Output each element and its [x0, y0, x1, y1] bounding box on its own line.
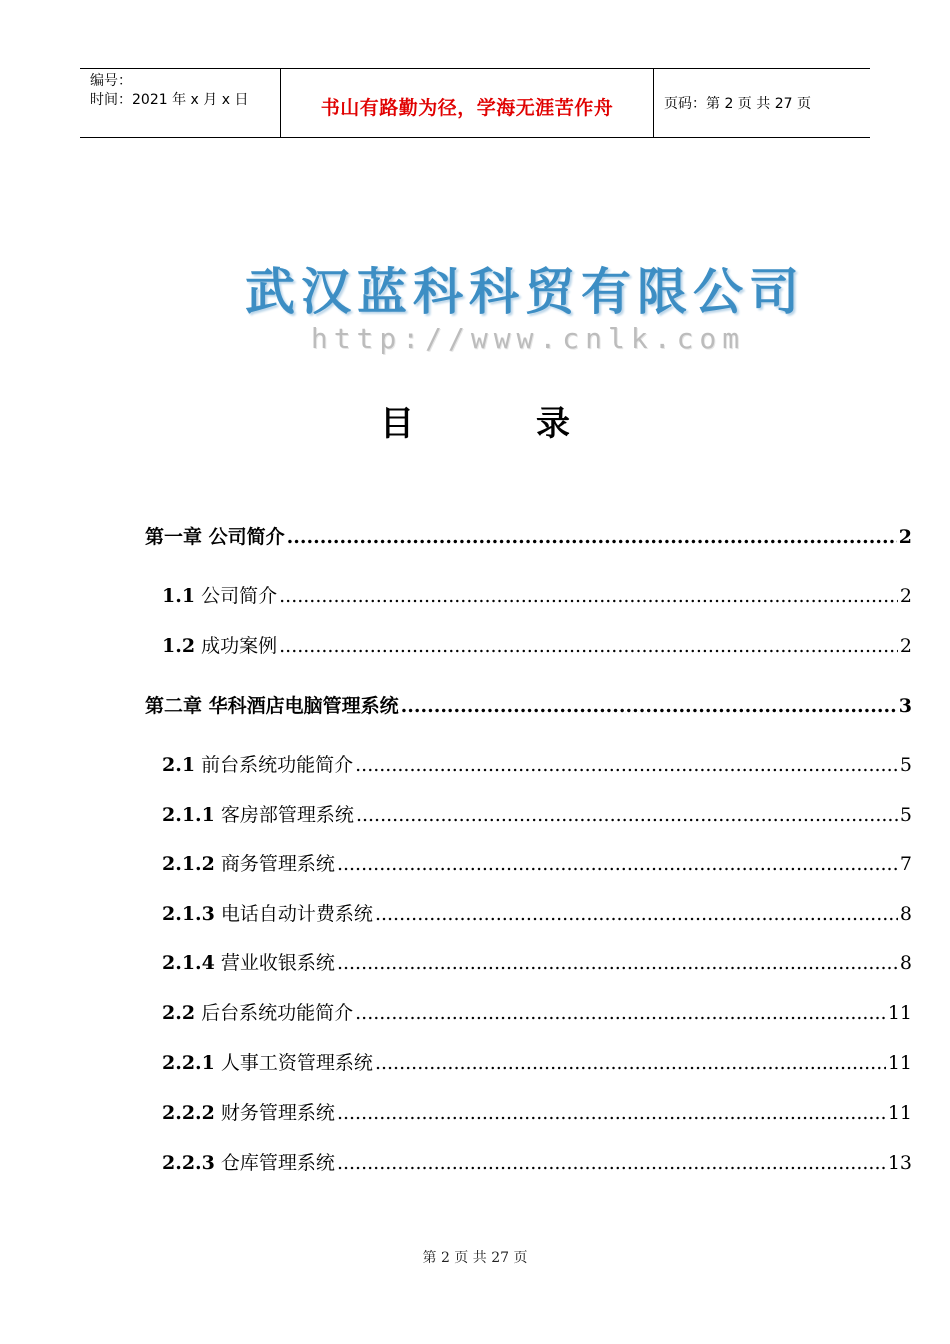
toc-section-entry[interactable] — [162, 1001, 912, 1025]
toc-leader-dots — [337, 951, 898, 975]
toc-page-number: 11 — [887, 1102, 912, 1124]
toc-entry-title: 前台系统功能简介 — [195, 754, 354, 776]
toc-section-entry[interactable] — [162, 852, 912, 876]
toc-entry-number: 2.2 — [162, 1002, 196, 1024]
company-url-watermark: http://www.cnlk.com — [310, 322, 746, 355]
toc-section-entry[interactable] — [162, 634, 912, 658]
toc-page-number: 2 — [898, 526, 912, 548]
toc-page-number: 8 — [899, 952, 912, 974]
toc-entry-label — [162, 634, 277, 658]
toc-entry-number: 2.1 — [162, 754, 196, 776]
toc-entry-number: 2.1.1 — [162, 804, 215, 826]
toc-entry-label — [162, 1051, 373, 1075]
toc-entry-number: 1.1 — [162, 585, 196, 607]
toc-page-number: 5 — [899, 754, 912, 776]
toc-section-entry[interactable] — [162, 803, 912, 827]
toc-entry-label — [162, 803, 354, 827]
toc-page-number: 2 — [899, 585, 912, 607]
toc-chapter-entry[interactable] — [145, 694, 912, 718]
serial-label: 编号： — [90, 73, 132, 89]
toc-section-entry[interactable] — [162, 902, 912, 926]
toc-entry-label — [162, 1001, 353, 1025]
toc-entry-number: 2.1.4 — [162, 952, 215, 974]
toc-leader-dots — [337, 852, 898, 876]
toc-entry-title: 后台系统功能简介 — [195, 1002, 354, 1024]
toc-entry-title: 公司简介 — [195, 585, 278, 607]
toc-page-number: 3 — [898, 695, 912, 717]
toc-page-number: 7 — [899, 853, 912, 875]
toc-leader-dots — [279, 584, 898, 608]
toc-entry-number: 1.2 — [162, 635, 196, 657]
toc-entry-title: 仓库管理系统 — [214, 1152, 335, 1174]
toc-page-number: 11 — [887, 1052, 912, 1074]
toc-entry-title: 商务管理系统 — [214, 853, 335, 875]
toc-entry-label — [162, 902, 373, 926]
toc-leader-dots — [287, 525, 897, 549]
toc-section-entry[interactable] — [162, 951, 912, 975]
toc-entry-number: 2.2.1 — [162, 1052, 215, 1074]
toc-chapter-entry[interactable] — [145, 525, 912, 549]
toc-section-entry[interactable] — [162, 584, 912, 608]
toc-entry-number: 2.1.3 — [162, 903, 215, 925]
toc-leader-dots — [337, 1151, 886, 1175]
toc-entry-title: 成功案例 — [195, 635, 278, 657]
company-watermark: 武汉蓝科科贸有限公司 — [245, 263, 805, 321]
toc-entry-label — [162, 951, 335, 975]
toc-entry-label — [162, 852, 335, 876]
toc-entry-label — [162, 584, 277, 608]
toc-section-entry[interactable] — [162, 1101, 912, 1125]
page-header — [80, 68, 870, 138]
toc-entry-title: 第一章 公司简介 — [145, 526, 285, 548]
toc-page-number: 11 — [887, 1002, 912, 1024]
header-motto-cell — [281, 69, 654, 137]
toc-entry-title: 营业收银系统 — [214, 952, 335, 974]
toc-leader-dots — [375, 1051, 886, 1075]
toc-entry-label — [162, 753, 353, 777]
motto-text: 书山有路勤为径，学海无涯苦作舟 — [320, 97, 614, 119]
toc-leader-dots — [337, 1101, 886, 1125]
toc-entry-number: 2.1.2 — [162, 853, 215, 875]
toc-entry-title: 财务管理系统 — [214, 1102, 335, 1124]
header-meta-cell — [80, 69, 281, 137]
page-number-label: 页码：第 2 页 共 27 页 — [664, 96, 811, 112]
header-page-cell — [654, 69, 870, 137]
toc-section-entry[interactable] — [162, 1051, 912, 1075]
toc-entry-label — [162, 1151, 335, 1175]
toc-section-entry[interactable] — [162, 1151, 912, 1175]
toc-page-number: 2 — [899, 635, 912, 657]
toc-page-number: 8 — [899, 903, 912, 925]
toc-entry-title: 客房部管理系统 — [214, 804, 354, 826]
time-label: 时间：2021 年 x 月 x 日 — [90, 92, 249, 108]
toc-section-entry[interactable] — [162, 753, 912, 777]
toc-entry-title: 电话自动计费系统 — [214, 903, 373, 925]
toc-leader-dots — [355, 753, 898, 777]
toc-leader-dots — [356, 803, 898, 827]
toc-entry-label — [162, 1101, 335, 1125]
toc-leader-dots — [401, 694, 897, 718]
toc-title-char-2: 录 — [536, 404, 570, 444]
toc-title-char-1: 目 — [380, 404, 414, 444]
toc-page-number: 13 — [887, 1152, 912, 1174]
toc-entry-number: 2.2.3 — [162, 1152, 215, 1174]
toc-entry-title: 人事工资管理系统 — [214, 1052, 373, 1074]
toc-entry-number: 2.2.2 — [162, 1102, 215, 1124]
page-footer: 第 2 页 共 27 页 — [422, 1250, 528, 1266]
toc-entry-label — [145, 694, 399, 718]
toc-entry-title: 第二章 华科酒店电脑管理系统 — [145, 695, 399, 717]
toc-leader-dots — [375, 902, 898, 926]
toc-leader-dots — [355, 1001, 886, 1025]
toc-page-number: 5 — [899, 804, 912, 826]
toc-leader-dots — [279, 634, 898, 658]
toc-entry-label — [145, 525, 285, 549]
